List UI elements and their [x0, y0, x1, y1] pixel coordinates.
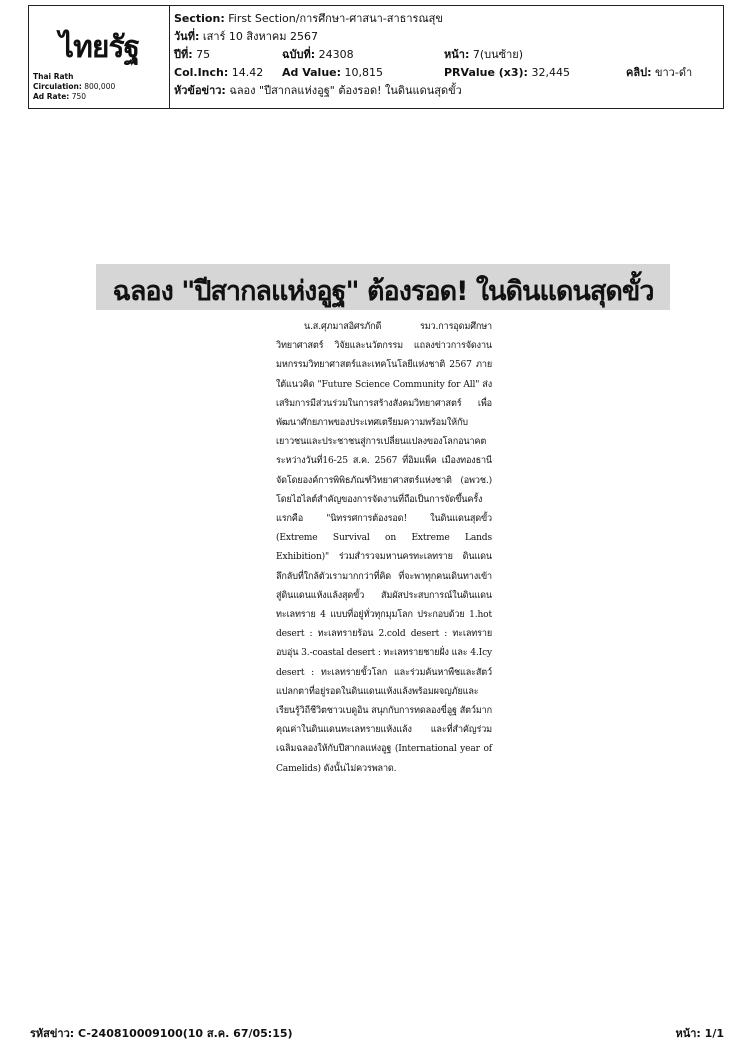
ad-rate-value: 750 [71, 92, 87, 101]
clip-label: คลิป: [626, 66, 652, 79]
article-body-text: น.ส.ศุภมาสอิศรภักดี รมว.การอุดมศึกษา วิทยาศาสตร์ วิจัยและนวัตกรรม แถลงข่าวการจัดงานมหกรรมวิทยาศาสตร์และเทคโนโลยีแห่งชาติ 2567 ภายใต้แนวคิด "Future Science Community for All" ส่งเสริมการมีส่วนร่วมในการสร้างสังคมวิทยาศาสตร์ เพื่อพัฒนาศักยภาพของประเทศเตรียมความพร้อมให้กับเยาวชนและประชาชนสู่การเปลี่ยนแปลงของโลกอนาคตระหว่างวันที่16-25 ส.ค. 2567 ที่อิมแพ็ค เมืองทองธานี จัดโดยองค์การพิพิธภัณฑ์วิทยาศาสตร์แห่งชาติ (อพวช.) โดยไฮไลต์สำคัญของการจัดงานที่ถือเป็นการจัดขึ้นครั้งแรกคือ "นิทรรศการต้องรอด! ในดินแดนสุดขั้ว (Extreme Survival on Extreme Lands Exhibition)" ร่วมสำรวจมหานครทะเลทราย ดินแดนลึกลับที่ใกล้ตัวเรามากกว่าที่คิด ที่จะพาทุกคนเดินทางเข้าสู่ดินแดนแห้งแล้งสุดขั้ว สัมผัสประสบการณ์ในดินแดนทะเลทราย 4 แบบที่อยู่ทั่วทุกมุมโลก ประกอบด้วย 1.hot desert : ทะเลทรายร้อน 2.cold desert : ทะเลทรายอบอุ่น 3.-coastal desert : ทะเลทรายชายฝั่ง และ 4.Icy desert : ทะเลทรายขั้วโลก และร่วมค้นหาพืชและสัตว์แปลกตาที่อยู่รอดในดินแดนแห้งแล้งพร้อมผจญภัยและเรียนรู้วิถีชีวิตชาวเบดูอิน สนุกกับการทดลองขี่อูฐ สัตว์มากคุณค่าในดินแดนทะเลทรายแห้งแล้ง และที่สำคัญร่วมเฉลิมฉลองให้กับปีสากลแห่งอูฐ (International year of Camelids) ดังนั้นไม่ควรพลาด. [276, 322, 492, 774]
clip-value: ขาว-ดำ [654, 66, 693, 79]
page-value: 7(บนซ้าย) [472, 48, 524, 61]
article-body [276, 318, 492, 779]
section-value: First Section/การศึกษา-ศาสนา-สาธารณสุข [228, 12, 443, 25]
page-count-value: 1/1 [704, 1027, 724, 1040]
page-count-label: หน้า: [675, 1027, 701, 1040]
clipping-header [28, 5, 724, 109]
year-label: ปีที่: [174, 48, 193, 61]
page-count [675, 1024, 724, 1042]
circulation-label: Circulation: [33, 82, 82, 91]
value-row [174, 64, 719, 82]
advalue-label: Ad Value: [282, 66, 342, 79]
publication-meta [33, 72, 115, 102]
topic-value: ฉลอง "ปีสากลแห่งอูฐ" ต้องรอด! ในดินแดนสุดขั้ว [229, 84, 462, 97]
newspaper-logo: ไทยรัฐ [59, 30, 140, 65]
section-row [174, 10, 719, 28]
date-label: วันที่: [174, 30, 200, 43]
section-label: Section: [174, 12, 225, 25]
colinch-value: 14.42 [231, 66, 264, 79]
page-label: หน้า: [444, 48, 470, 61]
topic-row [174, 82, 719, 100]
colinch-label: Col.Inch: [174, 66, 229, 79]
topic-label: หัวข้อข่าว: [174, 84, 226, 97]
date-row [174, 28, 719, 46]
issue-value: 24308 [318, 48, 354, 61]
news-code-value: C-240810009100(10 ส.ค. 67/05:15) [78, 1027, 293, 1040]
clipping-info [174, 10, 719, 100]
prvalue-value: 32,445 [531, 66, 570, 79]
year-value: 75 [196, 48, 211, 61]
paper-name: Thai Rath [33, 72, 74, 81]
issue-label: ฉบับที่: [282, 48, 316, 61]
circulation-value: 800,000 [84, 82, 116, 91]
ad-rate-label: Ad Rate: [33, 92, 70, 101]
publication-cell [29, 6, 170, 108]
date-value: เสาร์ 10 สิงหาคม 2567 [202, 30, 319, 43]
advalue-value: 10,815 [344, 66, 384, 79]
news-code-label: รหัสข่าว: [30, 1027, 75, 1040]
issue-row [174, 46, 719, 64]
news-code [30, 1024, 293, 1042]
prvalue-label: PRValue (x3): [444, 66, 528, 79]
article-headline: ฉลอง "ปีสากลแห่งอูฐ" ต้องรอด! ในดินแดนสุดขั้ว [112, 276, 654, 307]
headline-banner [96, 264, 670, 310]
